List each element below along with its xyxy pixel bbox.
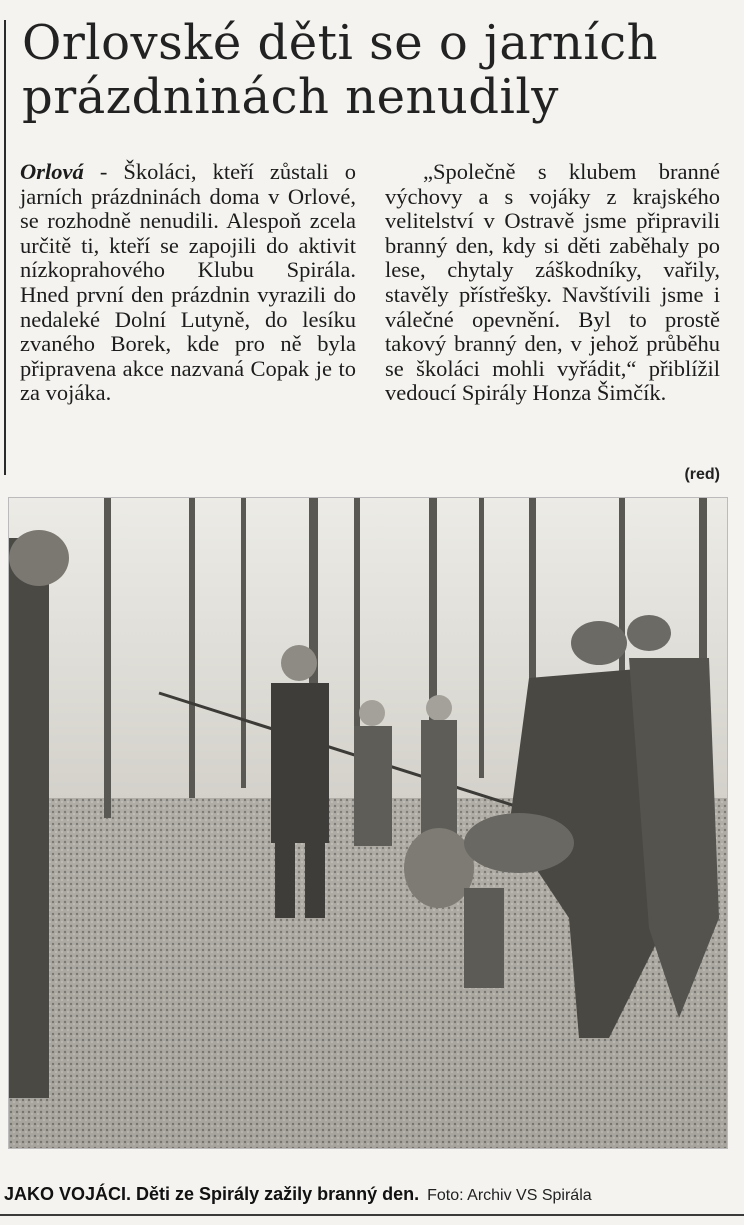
photo-caption <box>4 1183 740 1207</box>
author-signature: (red) <box>684 466 720 483</box>
left-column-text: - Školáci, kteří zůstali o jarních prázdninách doma v Orlové, se rozhodně nenudili. Alespoň zcela určitě ti, kteří se zapojili do aktivit nízkoprahového Klubu Spirála. Hned první den prázdnin vyrazili do nedaleké Dolní Lutyně, do lesíku zvaného Borek, kde pro ně byla připravena akce nazvaná Copak je to za vojáka. <box>20 159 356 406</box>
bottom-rule <box>0 1214 744 1216</box>
caption-text: Děti ze Spirály zažily branný den. <box>131 1184 420 1204</box>
photo-credit: Foto: Archiv VS Spirála <box>427 1187 592 1204</box>
article-column-right <box>385 160 720 406</box>
article-headline: Orlovské děti se o jarních prázdninách nenudily <box>22 15 659 125</box>
left-paragraph <box>20 160 356 406</box>
dateline: Orlová <box>20 159 84 184</box>
column-rule <box>4 20 6 475</box>
right-column-text: „Společně s klubem branné výchovy a s vojáky z krajského velitelství v Ostravě jsme připravili branný den, kdy si děti zaběhaly po lese, chytaly záškodníky, vařily, stavěly přístřešky. Navštívili jsme i válečné opevnění. Byl to prostě takový branný den, v jehož průběhu se školáci mohli vyřádit,“ přiblížil vedoucí Spirály Honza Šimčík. <box>385 159 720 406</box>
forest-scene-image <box>9 498 727 1148</box>
article-column-left <box>20 160 356 406</box>
caption-lead: JAKO VOJÁCI. <box>4 1184 132 1204</box>
article-photo <box>8 497 728 1149</box>
